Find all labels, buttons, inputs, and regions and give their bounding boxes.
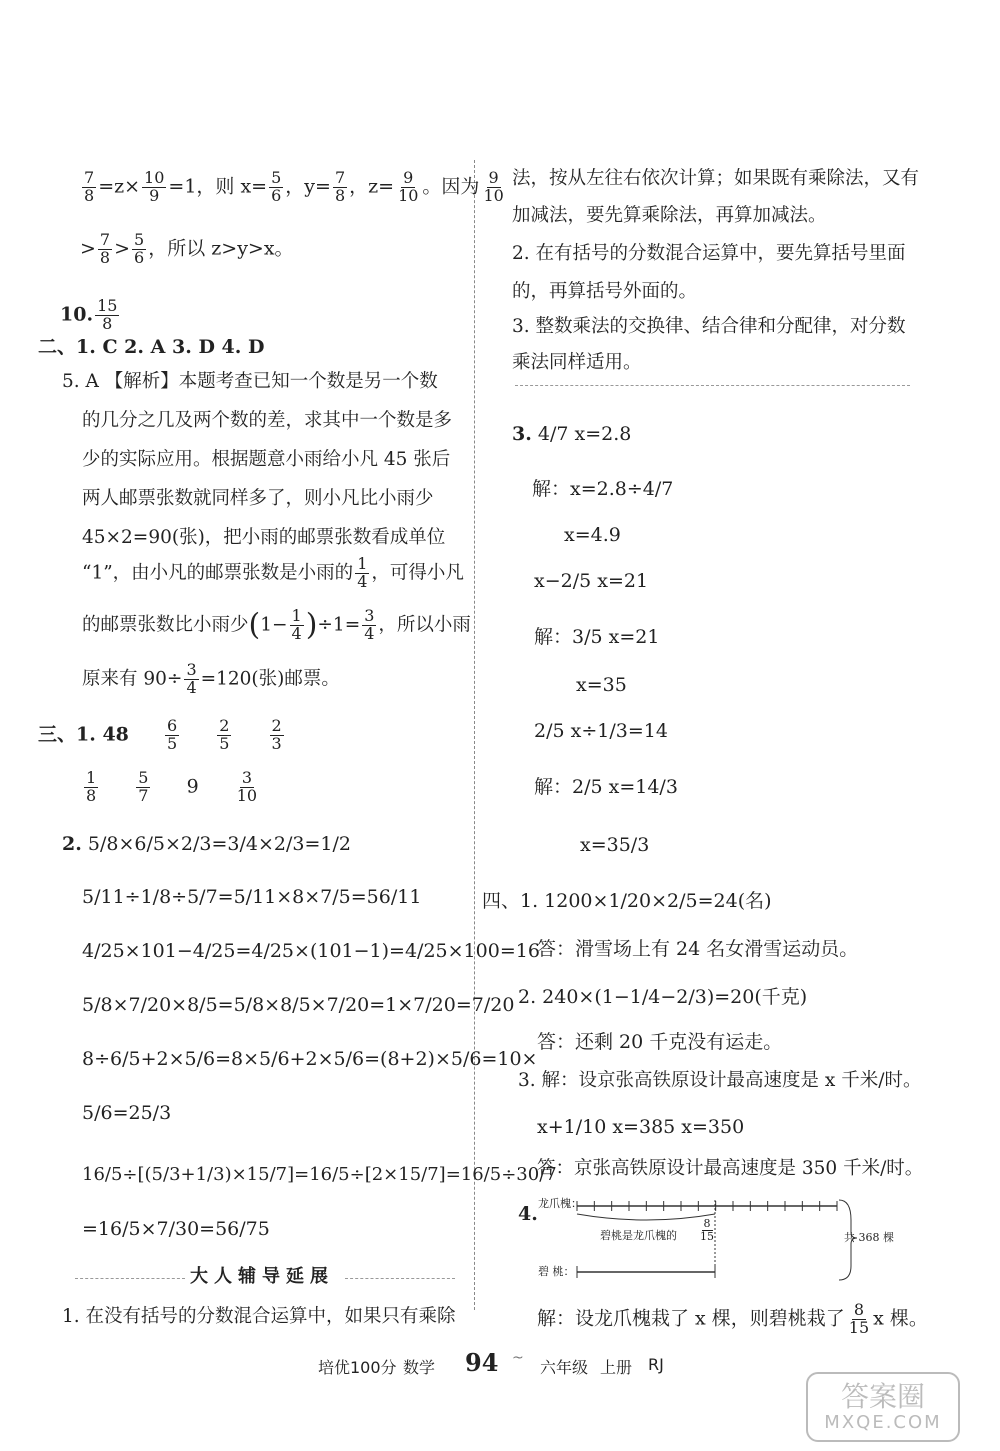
q5-line-f <box>82 556 464 591</box>
num: 3 <box>241 768 253 787</box>
column-divider <box>474 160 475 1310</box>
q5-line-c: 少的实际应用。根据题意小雨给小凡 45 张后 <box>82 449 451 470</box>
den: 10 <box>483 185 504 205</box>
q4-number: 4. <box>518 1203 538 1225</box>
text: ，可得小凡 <box>371 562 464 584</box>
num: 3 <box>186 660 197 679</box>
divider-left <box>75 1278 185 1279</box>
diagram-label-fraction: 碧桃是龙爪槐的 <box>600 1229 677 1242</box>
footer-volume: 上册 <box>600 1358 633 1377</box>
q10 <box>60 298 121 333</box>
extension-line-1: 1. 在没有括号的分数混合运算中，如果只有乘除 <box>62 1306 456 1327</box>
eq-step-7: 解：2/5 x=14/3 <box>534 776 678 798</box>
den: 6 <box>271 185 282 205</box>
den: 8 <box>99 247 111 267</box>
eq-step-2: x=4.9 <box>564 524 621 546</box>
q5-line-h <box>82 662 340 697</box>
diagram-total: 共 368 棵 <box>844 1231 894 1244</box>
calc-line-7: 16/5÷[(5/3+1/3)×15/7]=16/5÷[2×15/7]=16/5÷30/7 <box>82 1164 557 1185</box>
text: =1，则 x= <box>168 175 268 198</box>
eq-step-1: 解：x=2.8÷4/7 <box>532 478 674 500</box>
num: 5 <box>271 168 282 187</box>
den: 5 <box>219 733 230 753</box>
section-divider <box>515 385 910 386</box>
den: 15 <box>700 1229 714 1243</box>
q-number: 2. <box>62 833 82 855</box>
footer-subject: 数学 <box>403 1358 436 1377</box>
num: 7 <box>99 230 111 249</box>
text: 解：设龙爪槐栽了 x 棵，则碧桃栽了 <box>537 1307 845 1330</box>
text: ，y= <box>285 175 331 198</box>
calc-line-3: 4/25×101−4/25=4/25×(101−1)=4/25×100=16 <box>82 940 540 962</box>
num: 5 <box>138 768 149 787</box>
answer-3: 答：京张高铁原设计最高速度是 350 千米/时。 <box>537 1158 924 1179</box>
q-number: 3. <box>512 423 532 445</box>
text: ，z= <box>349 175 395 198</box>
num: 10 <box>144 168 165 187</box>
text: 1− <box>260 614 288 636</box>
eq-step-6: 2/5 x÷1/3=14 <box>534 720 668 742</box>
q5-line-a: 5. A 【解析】本题考查已知一个数是另一个数 <box>62 371 438 392</box>
fraction-brace <box>577 1214 715 1220</box>
section-2-answers: 二、1. C 2. A 3. D 4. D <box>38 336 265 358</box>
num: 8 <box>853 1300 865 1319</box>
den: 8 <box>84 185 95 205</box>
calc-line-2: 5/11÷1/8÷5/7=5/11×8×7/5=56/11 <box>82 886 422 908</box>
wave-ornament: ~ <box>512 1350 524 1366</box>
r-line-6: 乘法同样适用。 <box>512 352 642 373</box>
r-line-5: 3. 整数乘法的交换律、结合律和分配律，对分数 <box>512 316 906 337</box>
num: 9 <box>488 168 499 187</box>
eq-step-8: x=35/3 <box>580 834 650 856</box>
page-number: 94 <box>465 1348 499 1377</box>
answer-1: 答：滑雪场上有 24 名女滑雪运动员。 <box>537 938 859 960</box>
text: 。因为 <box>422 175 480 198</box>
expr: 4/7 x=2.8 <box>537 423 632 445</box>
diagram-label-longzhuahuai: 龙爪槐： <box>538 1197 582 1210</box>
footer-grade: 六年级 <box>540 1358 589 1377</box>
r-line-3: 2. 在有括号的分数混合运算中，要先算括号里面 <box>512 243 906 264</box>
text: x 棵。 <box>873 1307 928 1330</box>
footer-edition: RJ <box>648 1355 664 1374</box>
r-line-4: 的，再算括号外面的。 <box>512 281 698 302</box>
line-1 <box>80 170 508 205</box>
text: ，所以 z>y>x。 <box>148 237 294 260</box>
r-line-2: 加减法，要先算乘除法，再算加减法。 <box>512 205 827 226</box>
den: 4 <box>186 677 197 697</box>
num: 6 <box>166 716 178 735</box>
eq-q3 <box>512 425 631 444</box>
text: > <box>80 237 96 260</box>
r-line-1: 法，按从左往右依次计算；如果既有乘除法，又有 <box>512 168 920 189</box>
text: =120(张)邮票。 <box>200 668 340 690</box>
watermark-url: MXQE.COM <box>824 1411 942 1433</box>
text: 原来有 90÷ <box>82 668 183 690</box>
line-2 <box>80 232 294 267</box>
expr: 5/8×6/5×2/3=3/4×2/3=1/2 <box>87 833 351 855</box>
calc-line-6: 5/6=25/3 <box>82 1102 172 1124</box>
section-3-row-1 <box>38 718 286 753</box>
q5-line-g: 的邮票张数比小雨少(1− $\frac{1}{4}$ )÷1= $\frac{3}{4}$ ，所以小雨 <box>82 606 471 643</box>
den: 7 <box>138 785 149 805</box>
num: 7 <box>84 168 95 187</box>
q5-line-e: 45×2=90(张)，把小雨的邮票张数看成单位 <box>82 527 446 548</box>
eq-step-5: x=35 <box>576 674 627 696</box>
diagram-label-bitao: 碧 桃： <box>538 1265 575 1278</box>
watermark-logo <box>806 1372 960 1442</box>
text: > <box>114 237 131 260</box>
den: 3 <box>271 733 282 753</box>
segment-diagram <box>575 1192 860 1307</box>
text: =z× <box>98 175 141 198</box>
num: 7 <box>334 168 346 187</box>
answer-2: 答：还剩 20 千克没有运走。 <box>537 1031 783 1053</box>
divider-right <box>345 1278 455 1279</box>
num: 2 <box>219 716 230 735</box>
den: 5 <box>166 733 178 753</box>
text: ，所以小雨 <box>378 614 471 636</box>
calc-line-8: =16/5×7/30=56/75 <box>82 1218 270 1240</box>
num: 3 <box>364 606 375 625</box>
text: ÷1= <box>317 614 361 636</box>
num: 2 <box>271 716 282 735</box>
section-label: 三、1. 48 <box>38 723 129 746</box>
den: 10 <box>398 185 419 205</box>
q5-line-b: 的几分之几及两个数的差，求其中一个数是多 <box>82 410 453 431</box>
q4-answer <box>537 1302 928 1337</box>
text: 9 <box>186 775 199 798</box>
watermark-text: 答案圈 <box>840 1379 925 1413</box>
extension-heading: 大人辅导延展 <box>190 1266 334 1287</box>
calc-line-5: 8÷6/5+2×5/6=8×5/6+2×5/6=(8+2)×5/6=10× <box>82 1048 538 1070</box>
eq-step-4: 解：3/5 x=21 <box>534 626 660 648</box>
den: 10 <box>236 785 258 805</box>
calc-line-4: 5/8×7/20×8/5=5/8×8/5×7/20=1×7/20=7/20 <box>82 994 515 1016</box>
num: 8 <box>703 1217 711 1230</box>
num: 15 <box>97 296 118 315</box>
num: 5 <box>134 230 145 249</box>
q-number: 10. <box>60 303 94 326</box>
den: 6 <box>134 247 145 267</box>
calc-line-1 <box>62 835 351 854</box>
q5-line-d: 两人邮票张数就同样多了，则小凡比小雨少 <box>82 488 434 509</box>
section-4-q2: 2. 240×(1−1/4−2/3)=20(千克) <box>518 986 808 1008</box>
den: 4 <box>291 623 302 643</box>
den: 8 <box>86 785 97 805</box>
eq-step-3: x−2/5 x=21 <box>534 570 649 592</box>
den: 4 <box>364 623 375 643</box>
num: 1 <box>357 554 368 573</box>
num: 9 <box>403 168 414 187</box>
text: 的邮票张数比小雨少 <box>82 614 249 636</box>
text: “1”，由小凡的邮票张数是小雨的 <box>82 562 354 584</box>
den: 8 <box>102 313 113 333</box>
den: 15 <box>848 1317 870 1337</box>
section-4-q3: 3. 解：设京张高铁原设计最高速度是 x 千米/时。 <box>518 1070 922 1091</box>
num: 1 <box>291 606 302 625</box>
den: 8 <box>334 185 346 205</box>
footer-book: 培优100分 <box>318 1358 397 1377</box>
q3-equation: x+1/10 x=385 x=350 <box>537 1116 745 1138</box>
diagram-fraction <box>696 1218 718 1242</box>
section-3-row-2 <box>82 770 261 805</box>
num: 1 <box>86 768 97 787</box>
den: 4 <box>357 571 368 591</box>
den: 9 <box>149 185 160 205</box>
section-4-q1: 四、1. 1200×1/20×2/5=24(名) <box>482 890 772 912</box>
